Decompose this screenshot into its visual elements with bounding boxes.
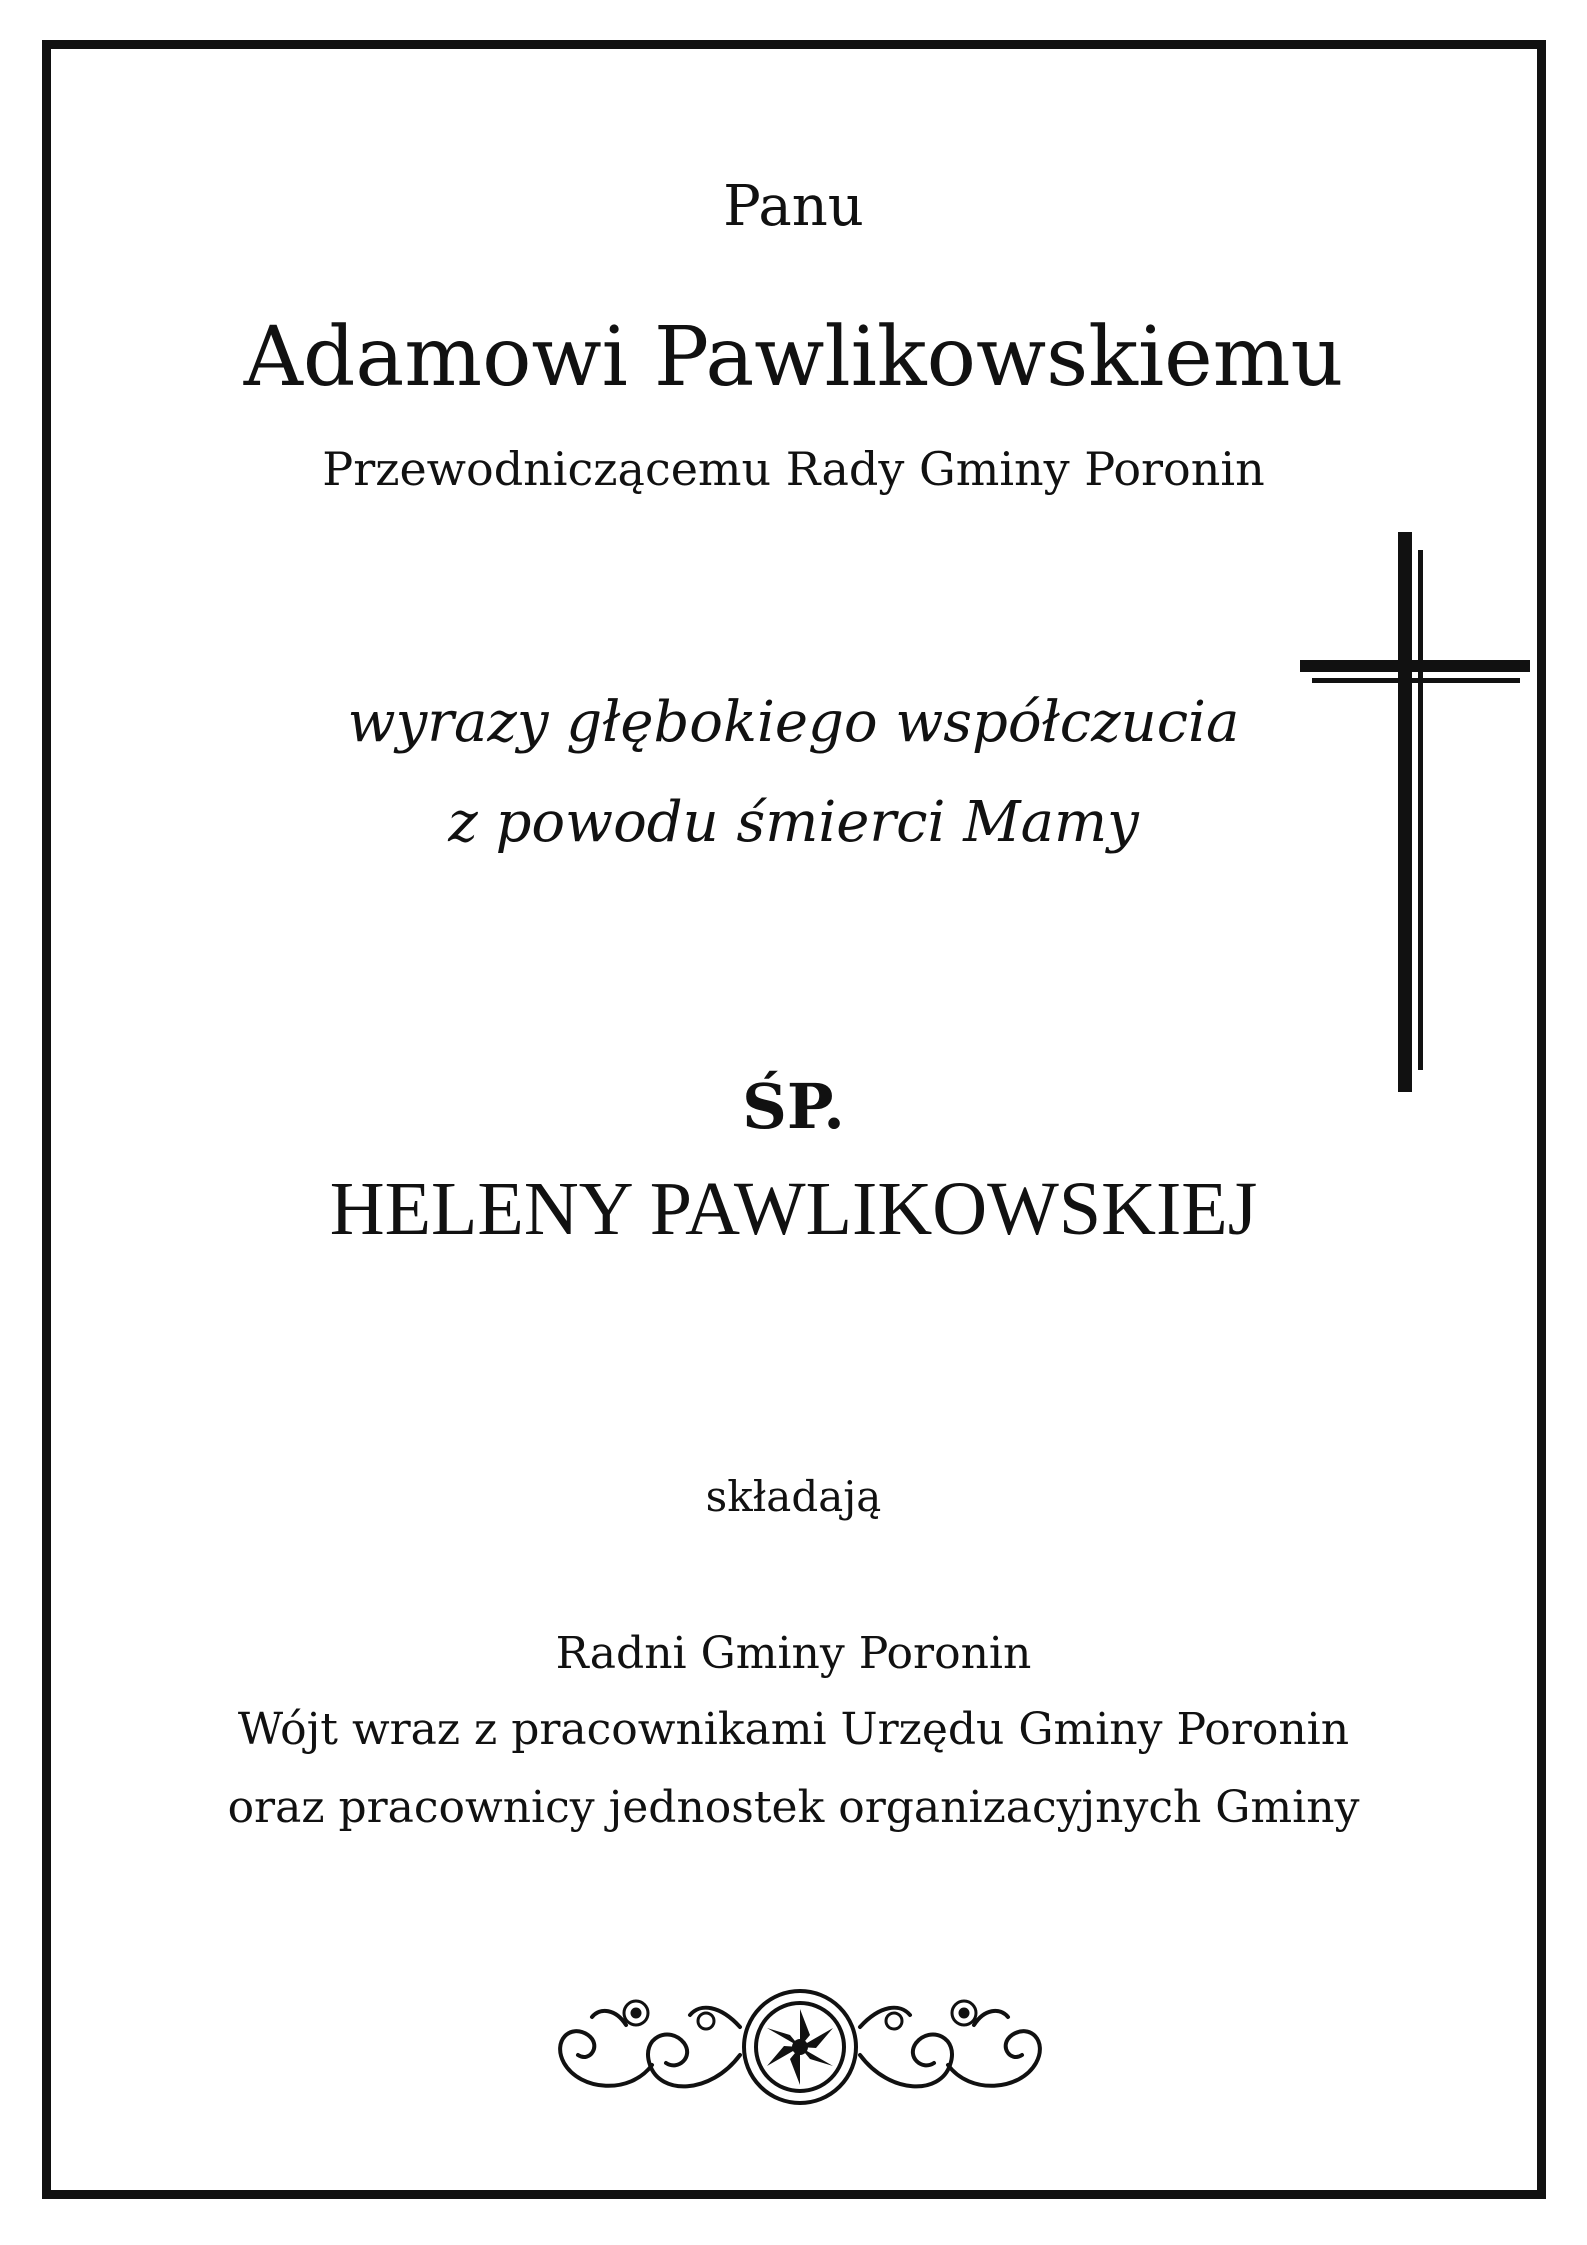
signer-line-3: oraz pracownicy jednostek organizacyjnych Gminy	[227, 1782, 1360, 1833]
recipient-name: Adamowi Pawlikowskiemu	[243, 310, 1344, 405]
signer-line-2: Wójt wraz z pracownikami Urzędu Gminy Poronin	[237, 1704, 1350, 1755]
deceased-name: HELENY PAWLIKOWSKIEJ	[329, 1167, 1258, 1251]
recipient-prefix: Panu	[723, 174, 864, 239]
recipient-role: Przewodniczącemu Rady Gminy Poronin	[322, 442, 1265, 496]
condolence-verb: składają	[705, 1472, 882, 1521]
condolence-line-2: z powodu śmierci Mamy	[448, 790, 1139, 855]
signer-line-1: Radni Gminy Poronin	[555, 1628, 1032, 1679]
folk-ornament-icon	[540, 1985, 1060, 2115]
deceased-prefix: ŚP.	[742, 1070, 845, 1143]
condolence-line-1: wyrazy głębokiego współczucia	[347, 690, 1240, 755]
